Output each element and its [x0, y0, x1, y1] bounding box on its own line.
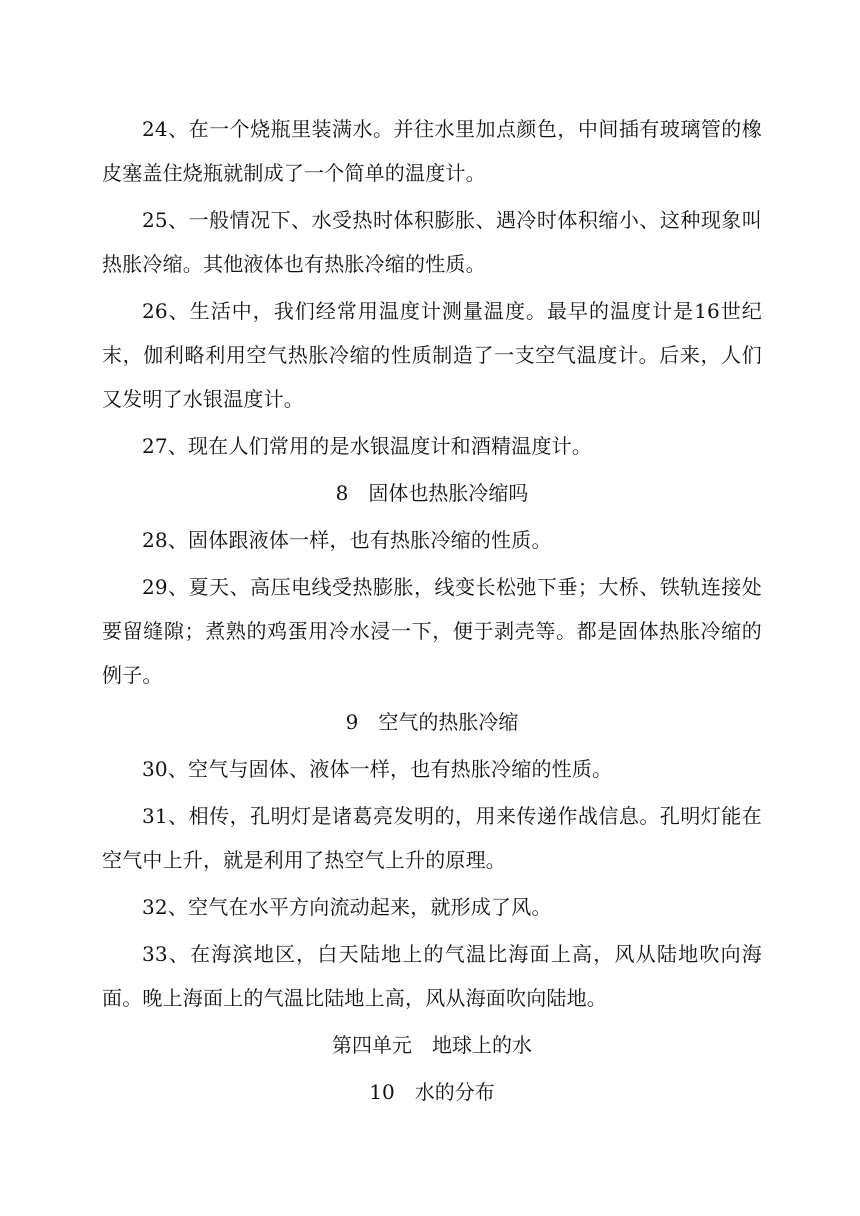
section-heading-10: 10 水的分布 — [369, 1080, 495, 1104]
document-body — [102, 107, 762, 1117]
paragraph-24: 24、在一个烧瓶里装满水。并往水里加点颜色，中间插有玻璃管的橡皮塞盖住烧瓶就制成了一个简单的温度计。 — [102, 117, 762, 185]
paragraph-31: 31、相传，孔明灯是诸葛亮发明的，用来传递作战信息。孔明灯能在空气中上升，就是利用了热空气上升的原理。 — [102, 804, 762, 872]
paragraph-30: 30、空气与固体、液体一样，也有热胀冷缩的性质。 — [142, 757, 613, 781]
paragraph-25: 25、一般情况下、水受热时体积膨胀、遇冷时体积缩小、这种现象叫热胀冷缩。其他液体也有热胀冷缩的性质。 — [102, 208, 762, 276]
paragraph-32: 32、空气在水平方向流动起来，就形成了风。 — [142, 895, 552, 919]
paragraph-33: 33、在海滨地区，白天陆地上的气温比海面上高，风从陆地吹向海面。晚上海面上的气温比陆地上高，风从海面吹向陆地。 — [102, 942, 762, 1010]
paragraph-29: 29、夏天、高压电线受热膨胀，线变长松弛下垂；大桥、铁轨连接处要留缝隙；煮熟的鸡蛋用冷水浸一下，便于剥壳等。都是固体热胀冷缩的例子。 — [102, 575, 762, 687]
section-heading-9: 9 空气的热胀冷缩 — [345, 710, 519, 734]
paragraph-26: 26、生活中，我们经常用温度计测量温度。最早的温度计是16世纪末，伽利略利用空气热胀冷缩的性质制造了一支空气温度计。后来，人们又发明了水银温度计。 — [102, 299, 762, 411]
paragraph-28: 28、固体跟液体一样，也有热胀冷缩的性质。 — [142, 528, 552, 552]
unit-heading: 第四单元 地球上的水 — [332, 1033, 532, 1057]
paragraph-27: 27、现在人们常用的是水银温度计和酒精温度计。 — [142, 434, 593, 458]
section-heading-8: 8 固体也热胀冷缩吗 — [335, 481, 529, 505]
